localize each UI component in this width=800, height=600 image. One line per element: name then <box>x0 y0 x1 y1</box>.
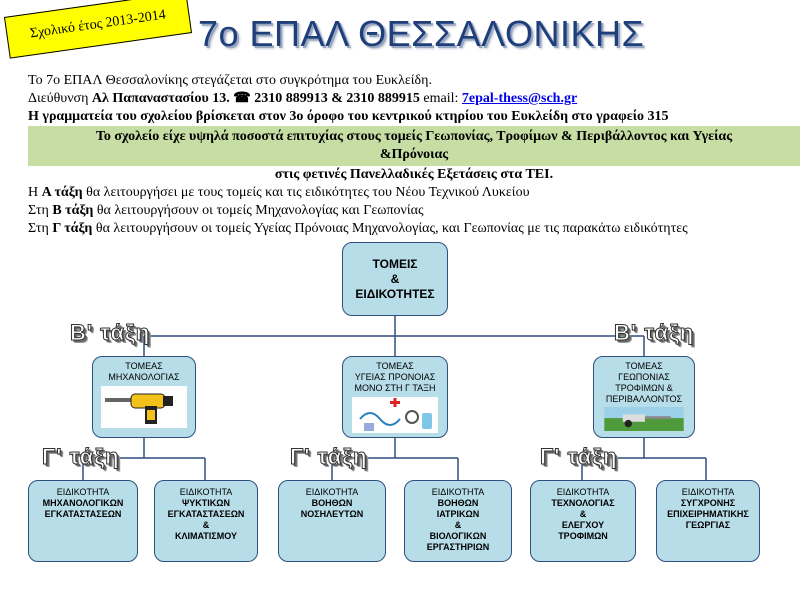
spec-1-line-2: ΕΓΚΑΤΑΣΤΑΣΕΩΝ <box>44 509 122 519</box>
class-c-text: θα λειτουργήσουν οι τομείς Υγείας Πρόνοιας Μηχανολογίας, και Γεωπονίας με τις παρακάτω ειδικότητες <box>92 221 688 236</box>
spec-1-line-1: ΜΗΧΑΝΟΛΟΓΙΚΩΝ <box>42 498 124 508</box>
spec-6-line-1: ΣΥΓΧΡΟΝΗΣ <box>680 498 736 508</box>
spec-5-line-2: & <box>579 509 587 519</box>
page-title: 7ο ΕΠΑΛ ΘΕΣΣΑΛΟΝΙΚΗΣ <box>198 13 645 54</box>
org-chart-diagram <box>0 236 800 600</box>
sector-mechanical <box>92 356 196 438</box>
spec-2-line-2: ΕΓΚΑΤΑΣΤΑΣΕΩΝ <box>167 509 245 519</box>
spec-3-title: ΕΙΔΙΚΟΤΗΤΑ <box>305 487 359 497</box>
contact-line <box>28 90 800 108</box>
address-prefix: Διεύθυνση <box>28 91 92 106</box>
class-a-prefix: Η <box>28 185 42 200</box>
class-c-label: Γ τάξη <box>52 221 93 236</box>
specialty-mechanical-installations <box>28 480 138 562</box>
intro-line-1 <box>28 72 800 90</box>
class-a-text: θα λειτουργήσει με τους τομείς και τις ειδικότητες του Νέου Τεχνικού Λυκείου <box>82 185 530 200</box>
spec-3-line-2: ΝΟΣΗΛΕΥΤΩΝ <box>300 509 364 519</box>
success-highlight-box <box>28 126 800 166</box>
class-a-label: Α τάξη <box>41 185 83 200</box>
b-class-label-left: B' τάξη <box>70 320 151 345</box>
sector-1-line-1: ΤΟΜΕΑΣ <box>125 361 163 371</box>
spec-4-title: ΕΙΔΙΚΟΤΗΤΑ <box>431 487 485 497</box>
specialty-modern-agribusiness <box>656 480 760 562</box>
sector-3-line-3: ΤΡΟΦΙΜΩΝ & <box>615 383 673 393</box>
intro-line-1-text: Το 7ο ΕΠΑΛ Θεσσαλονίκης στεγάζεται στο συγκρότημα του Ευκλείδη. <box>28 73 432 88</box>
sector-2-line-3: ΜΟΝΟ ΣΤΗ Γ ΤΑΞΗ <box>354 383 436 393</box>
root-node <box>342 242 448 316</box>
specialty-food-technology <box>530 480 636 562</box>
spec-3-line-1: ΒΟΗΘΩΝ <box>311 498 353 508</box>
secretariat-line <box>28 108 800 126</box>
sector-agriculture <box>593 356 695 438</box>
email-label: email: <box>419 91 462 106</box>
spec-5-line-3: ΕΛΕΓΧΟΥ <box>561 520 605 530</box>
phone-numbers: ☎ 2310 889913 & 2310 889915 <box>233 91 420 106</box>
root-line-2: & <box>390 271 400 286</box>
intro-text-block <box>28 72 800 238</box>
spec-4-line-1: ΒΟΗΘΩΝ <box>437 498 479 508</box>
highlight-line-3: στις φετινές Πανελλαδικές Εξετάσεις στα ΤΕΙ. <box>274 167 554 182</box>
sector-1-line-2: ΜΗΧΑΝΟΛΟΓΙΑΣ <box>108 372 180 382</box>
class-b-text: θα λειτουργήσουν οι τομείς Μηχανολογίας και Γεωπονίας <box>93 203 424 218</box>
secretariat-text: Η γραμματεία του σχολείου βρίσκεται στον 3ο όροφο του κεντρικού κτηρίου του Ευκλείδη στο γραφείο 315 <box>28 109 669 124</box>
c-class-label-3: Γ' τάξη <box>540 444 618 469</box>
sector-3-line-2: ΓΕΩΠΟΝΙΑΣ <box>618 372 670 382</box>
root-line-1: ΤΟΜΕΙΣ <box>372 256 418 271</box>
sector-3-line-1: ΤΟΜΕΑΣ <box>625 361 663 371</box>
sector-2-line-1: ΤΟΜΕΑΣ <box>376 361 414 371</box>
drill-icon <box>101 386 187 428</box>
school-year-badge <box>4 0 192 59</box>
spec-5-line-1: ΤΕΧΝΟΛΟΓΙΑΣ <box>551 498 615 508</box>
spec-4-line-5: ΕΡΓΑΣΤΗΡΙΩΝ <box>426 542 490 552</box>
spec-6-title: ΕΙΔΙΚΟΤΗΤΑ <box>681 487 735 497</box>
specialty-refrigeration-hvac <box>154 480 258 562</box>
spec-2-line-4: ΚΛΙΜΑΤΙΣΜΟΥ <box>175 531 237 541</box>
spec-4-line-3: & <box>454 520 462 530</box>
b-class-label-right: B' τάξη <box>614 320 695 345</box>
address: Αλ Παπαναστασίου 13. <box>91 91 234 106</box>
spec-2-title: ΕΙΔΙΚΟΤΗΤΑ <box>179 487 233 497</box>
spec-4-line-4: ΒΙΟΛΟΓΙΚΩΝ <box>429 531 487 541</box>
class-a-line <box>28 184 800 202</box>
spec-6-line-3: ΓΕΩΡΓΙΑΣ <box>685 520 731 530</box>
spec-2-line-1: ΨΥΚΤΙΚΩΝ <box>182 498 230 508</box>
highlight-line-1: Το σχολείο είχε υψηλά ποσοστά επιτυχίας στους τομείς Γεωπονίας, Τροφίμων & Περιβάλλοντος και Υγείας <box>95 129 733 144</box>
specialty-nursing-assistants <box>278 480 386 562</box>
c-class-label-1: Γ' τάξη <box>42 444 120 469</box>
spec-5-title: ΕΙΔΙΚΟΤΗΤΑ <box>556 487 610 497</box>
spec-1-title: ΕΙΔΙΚΟΤΗΤΑ <box>56 487 110 497</box>
spec-6-line-2: ΕΠΙΧΕΙΡΗΜΑΤΙΚΗΣ <box>667 509 749 519</box>
school-year-label: Σχολικό έτος 2013-2014 <box>29 7 167 42</box>
highlight-line-2: &Πρόνοιας <box>379 147 449 162</box>
sector-health-welfare <box>342 356 448 438</box>
spec-4-line-2: ΙΑΤΡΙΚΩΝ <box>436 509 480 519</box>
class-b-line <box>28 202 800 220</box>
sector-2-line-2: ΥΓΕΙΑΣ ΠΡΟΝΟΙΑΣ <box>354 372 436 382</box>
tractor-icon <box>601 407 687 431</box>
class-c-prefix: Στη <box>28 221 53 236</box>
c-class-label-2: Γ' τάξη <box>290 444 368 469</box>
spec-2-line-3: & <box>202 520 210 530</box>
medical-icon <box>352 397 438 433</box>
class-b-prefix: Στη <box>28 203 53 218</box>
email-link[interactable]: 7epal-thess@sch.gr <box>461 91 578 106</box>
spec-5-line-4: ΤΡΟΦΙΜΩΝ <box>558 531 608 541</box>
sector-3-line-4: ΠΕΡΙΒΑΛΛΟΝΤΟΣ <box>605 394 683 404</box>
class-b-label: Β τάξη <box>52 203 94 218</box>
root-line-3: ΕΙΔΙΚΟΤΗΤΕΣ <box>355 286 435 301</box>
specialty-medical-lab-assistants <box>404 480 512 562</box>
